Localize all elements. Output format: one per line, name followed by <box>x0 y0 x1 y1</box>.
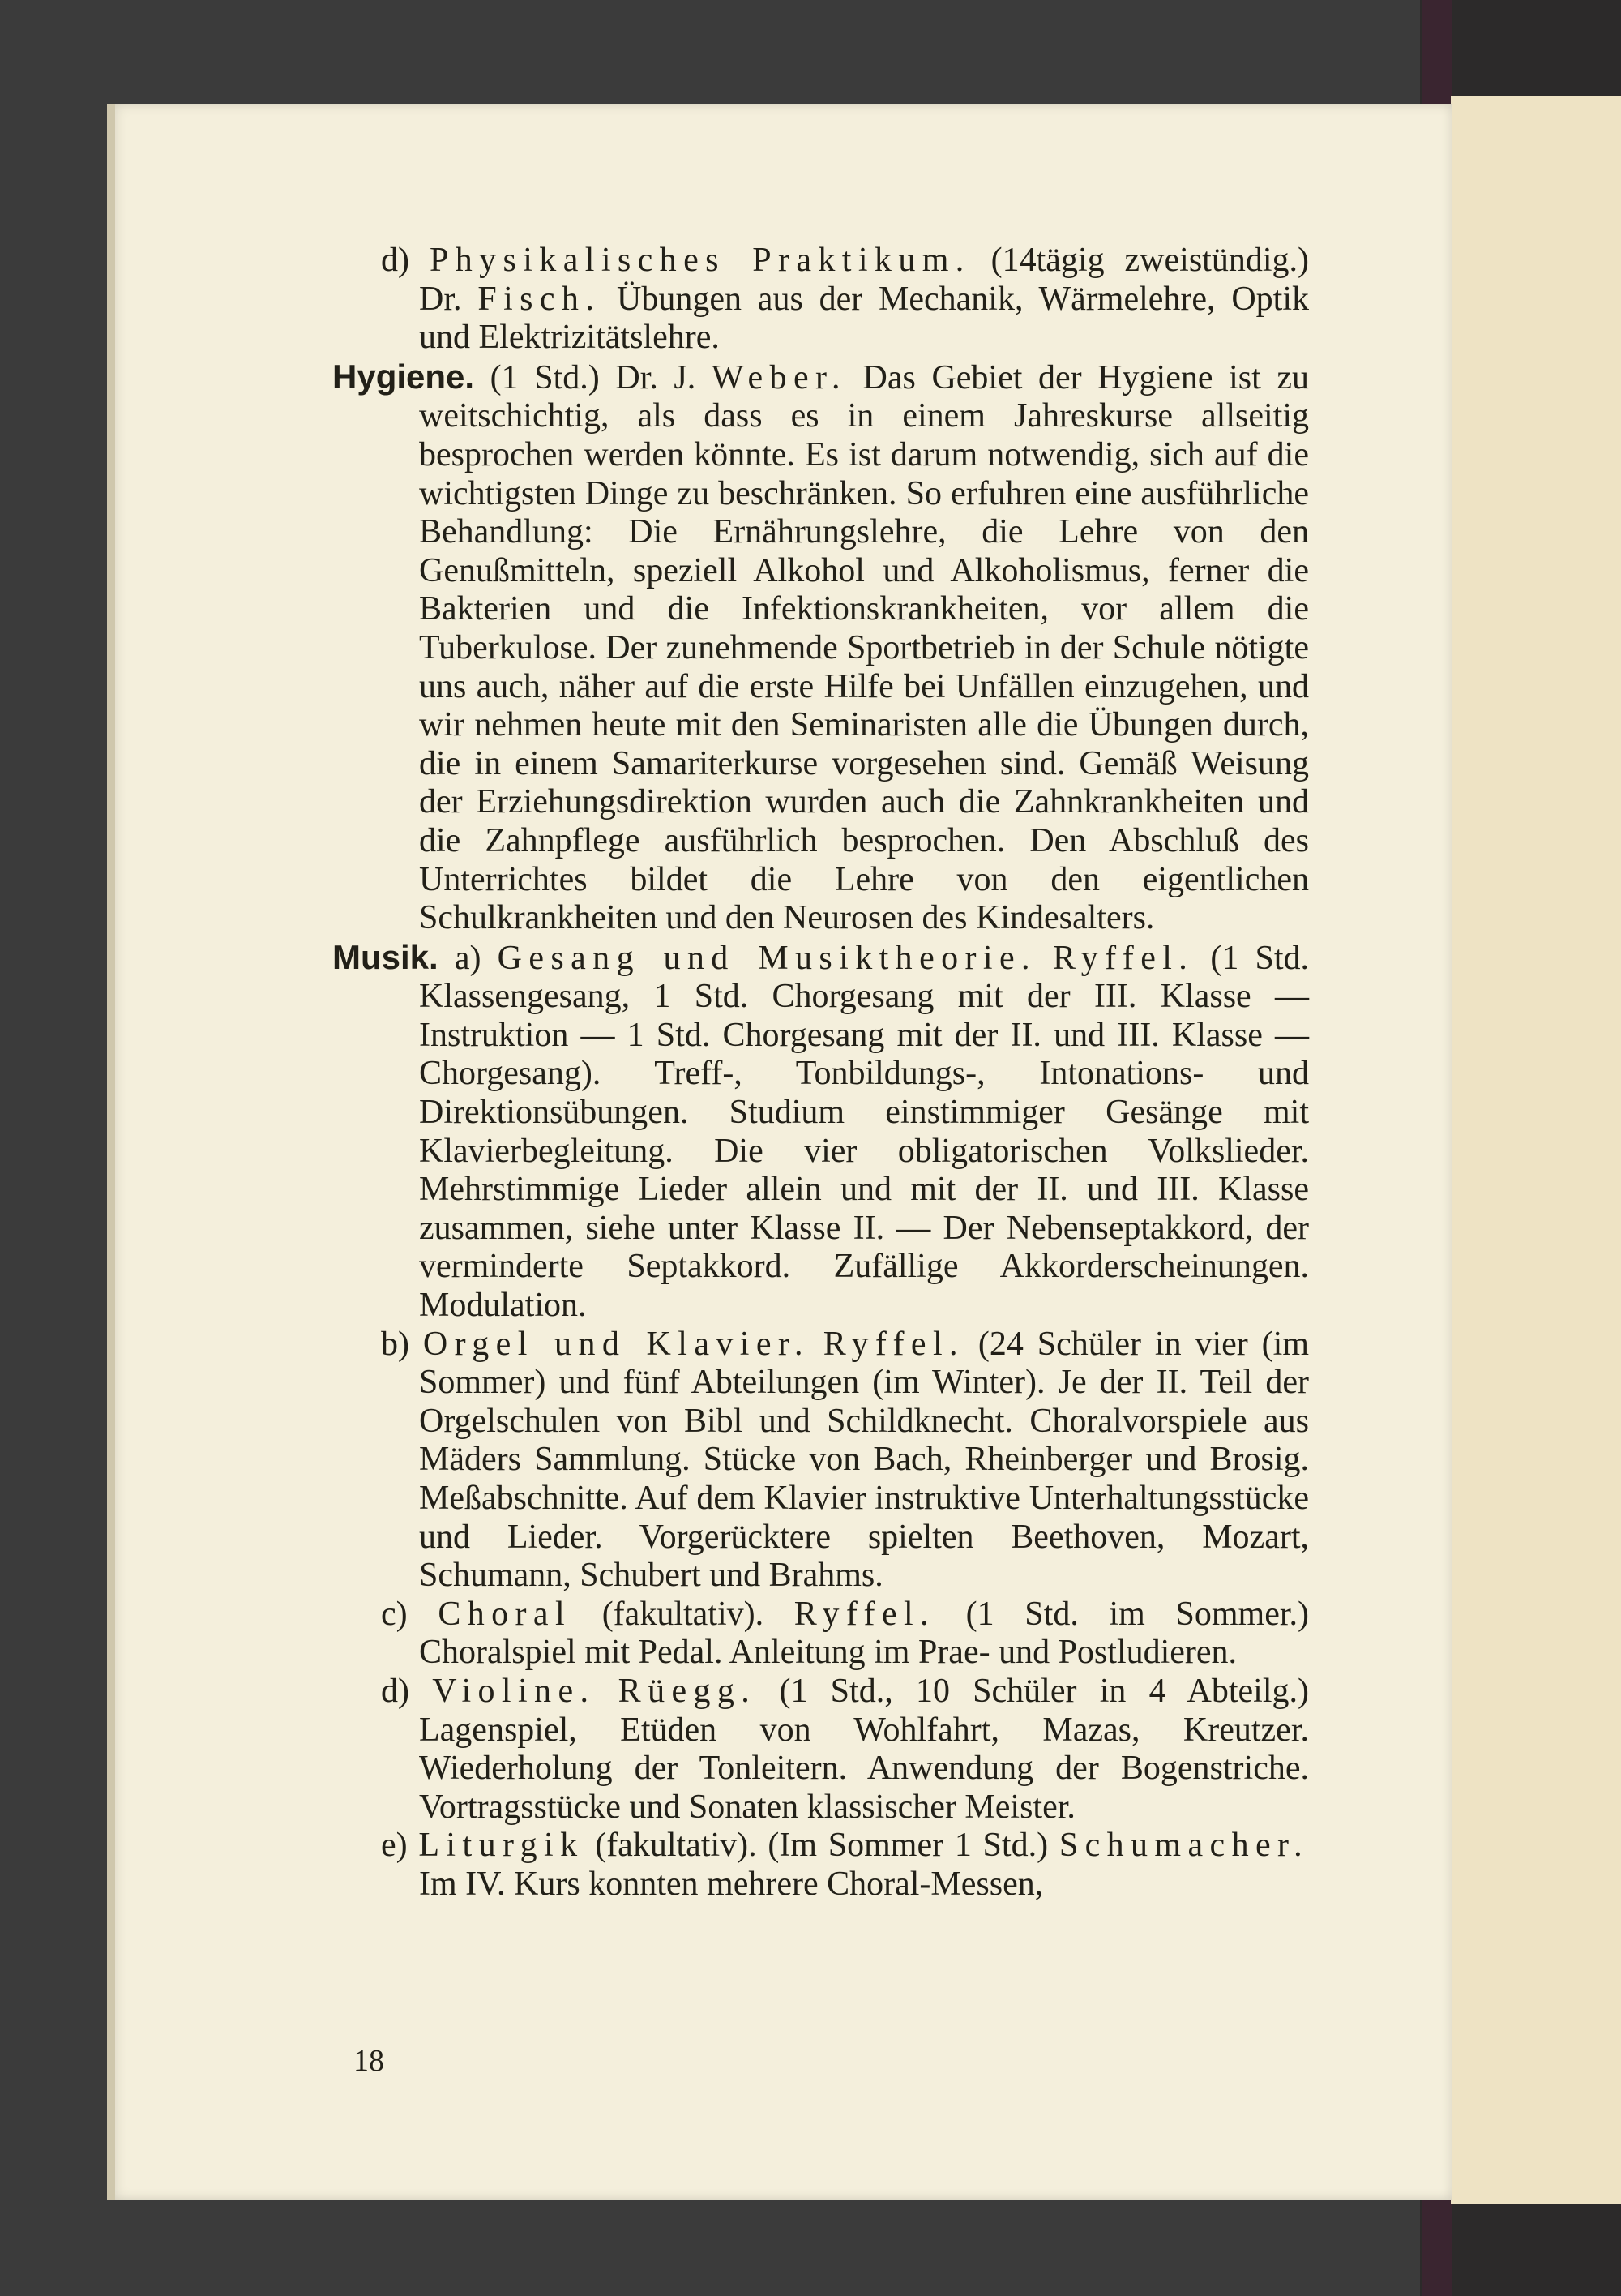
text-run: Das Gebiet der Hygiene ist zu weitschichtig, als dass es in einem Jahreskurse allseitig besprochen werden könnte. Es ist darum notwendig, sich auf die wichtigsten Dinge zu beschränken. So erfuhren eine ausführliche Behandlung: Die Ernährungslehre, die Lehre von den Genußmitteln, speziell Alkohol und Alkoholismus, ferner die Bakterien und die Infektionskrankheiten, vor allem die Tuberkulose. Der zunehmende Sportbetrieb in der Schule nötigte uns auch, näher auf die erste Hilfe bei Unfällen einzugehen, und wir nehmen heute mit den Seminaristen alle die Übungen durch, die in einem Samariterkurse vorgesehen sind. Gemäß Weisung der Erziehungsdirektion wurden auch die Zahnkrankheiten und die Zahnpflege ausführlich besprochen. Den Abschluß des Unterrichtes bildet die Lehre von den eigentlichen Schulkrankheiten und den Neurosen des Kindesalters. <box>419 358 1309 937</box>
spaced-name: Fisch. <box>477 280 601 318</box>
spaced-name: Physikalisches Praktikum. <box>429 242 971 279</box>
section-heading: Musik. <box>332 937 438 976</box>
facing-page-edge <box>1451 96 1621 2204</box>
para-musik-d <box>332 1673 1309 1827</box>
text-run: c) <box>381 1595 438 1633</box>
text-run: (1 Std. im Sommer.) Choralspiel mit Pedal. Anleitung im Prae- und Postludieren. <box>419 1595 1309 1672</box>
page-inner-edge <box>107 104 115 2200</box>
section-heading: Hygiene. <box>332 357 475 396</box>
page-body-text <box>332 242 1309 1904</box>
text-run: Im IV. Kurs konnten mehrere Choral-Messen, <box>419 1865 1044 1903</box>
text-run <box>1037 940 1053 977</box>
spaced-name: Violine. <box>432 1672 596 1710</box>
text-run: d) <box>381 1672 433 1710</box>
spaced-name: Schumacher. <box>1059 1827 1309 1865</box>
para-musik-a <box>332 938 1309 1326</box>
text-run: (1 Std. Klassengesang, 1 Std. Chorgesang mit der III. Klasse — Instruktion — 1 Std. Chorgesang mit der II. und III. Klasse — Chorgesang). Treff-, Tonbildungs-, Intonations- und Direktionsübungen. Studium einstimmiger Gesänge mit Klavierbegleitung. Die vier obligatorischen Volkslieder. Mehrstimmige Lieder allein und mit der II. und III. Klasse zusammen, siehe unter Klasse II. — Der Nebenseptakkord, der verminderte Septakkord. Zufällige Akkorderscheinungen. Modulation. <box>419 939 1310 1325</box>
spaced-name: Orgel und Klavier. <box>422 1325 810 1363</box>
text-run: a) <box>438 939 498 977</box>
spaced-name: Ryffel. <box>793 1595 935 1633</box>
spaced-name: Gesang und Musiktheorie. <box>497 939 1037 977</box>
text-run: (1 Std., 10 Schüler in 4 Abteilg.) Lagenspiel, Etüden von Wohlfahrt, Mazas, Kreutzer. Wiederholung der Tonleitern. Anwendung der Bogenstriche. Vortragsstücke und Sonaten klassischer Meister. <box>419 1672 1309 1826</box>
text-run: (fakultativ). <box>571 1595 794 1633</box>
spaced-name: Ryffel. <box>1053 939 1195 977</box>
para-musik-e <box>332 1827 1309 1904</box>
spaced-name: Rüegg. <box>618 1672 757 1710</box>
spaced-name: Liturgik <box>418 1827 584 1865</box>
para-hygiene <box>332 358 1309 938</box>
para-physik-d <box>332 242 1309 358</box>
para-musik-b <box>332 1326 1309 1596</box>
spaced-name: Ryffel. <box>823 1325 964 1363</box>
text-run: (14tägig zweistündig.) Dr. <box>419 242 1309 318</box>
spaced-name: Weber. <box>711 358 847 396</box>
text-run: (fakultativ). (Im Sommer 1 Std.) <box>584 1827 1059 1865</box>
text-run: (24 Schüler in vier (im Sommer) und fünf Abteilungen (im Winter). Je der II. Teil der Orgelschulen von Bibl und Schildknecht. Choralvorspiele aus Mäders Sammlung. Stücke von Bach, Rheinberger und Brosig. Meßabschnitte. Auf dem Klavier instruktive Unterhaltungsstücke und Lieder. Vorgerücktere spielten Beethoven, Mozart, Schumann, Schubert und Brahms. <box>419 1325 1309 1595</box>
page-number: 18 <box>353 2044 384 2078</box>
text-run: b) <box>381 1325 423 1363</box>
text-run <box>810 1326 823 1363</box>
text-run: (1 Std.) Dr. J. <box>474 358 712 396</box>
text-run: Übungen aus der Mechanik, Wärmelehre, Optik und Elektrizitätslehre. <box>419 280 1309 357</box>
text-run: e) <box>381 1827 419 1865</box>
text-run <box>595 1673 618 1710</box>
spaced-name: Choral <box>438 1595 572 1633</box>
para-musik-c <box>332 1596 1309 1673</box>
text-run: d) <box>381 242 430 279</box>
